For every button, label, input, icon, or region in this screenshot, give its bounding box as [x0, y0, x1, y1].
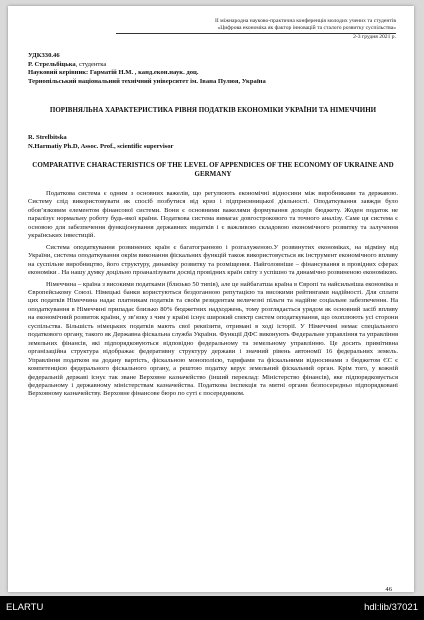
header-date: 2-3 грудня 2021 р.: [353, 34, 396, 41]
article-body: [28, 190, 398, 402]
article-title-en: COMPARATIVE CHARACTERISTICS OF THE LEVEL OF APPENDICES OF THE ECONOMY OF UKRAINE AND GERMANY: [32, 161, 394, 178]
document-page: [8, 6, 414, 592]
handle-id: hdl:lib/37021: [364, 602, 418, 613]
university-name: Тернопільський національний технічний університет ім. Івана Пулюя, Україна: [28, 77, 266, 85]
udc-code: УДК330.46: [28, 52, 60, 59]
article-meta-en: [28, 134, 398, 151]
author-role: , студентка: [75, 60, 107, 68]
author-name: Р. Стрельбіцька: [28, 60, 76, 68]
article-meta: [28, 52, 398, 86]
repository-footer: [0, 596, 424, 620]
body-paragraph-3: Німеччина – країна з високими податками (близько 50 типів), але це найбагатша країна в Європі та найсильніша економіка в Європейському Союзі. Німецькі банки користуються бездоганною репутацією та високими рейтингами надійності. Для сплати цих податків Німеччина надає платникам податків та своїм резидентам величезні пільги та надійне соціальне забезпечення. На оподаткування в Німеччині припадає близько 80% бюджетних надходжень, тому розглядається урядом як основний засіб впливу на економічний розвиток країни, у зв’язку з чим у країні існує широкий спектр систем оподаткування, що охоплюють усі сторони суспільства. Більшість німецьких податків мають свої реквізити, отримані в ході історії. У Німеччині немає спеціального податкового органу, такого як Державна фіскальна служба України. Функції ДФС виконують Федеральне управління та управління земельних фінансів, які підпорядковуються відповідно федеральному та земельному управлінню. Це досить примітивна організаційна структура відображає федеративну структуру держави і значний рівень автономії 16 федеральних земель. Управління податком на додану вартість, фіскальною монополією, тарифами та фіскальними відносинами з бюджетом ЄС є компетенцією федерального фіскального органу, а рештою податку керує земельний фіскальний орган. Крім того, у кожній федеральній державі існує так зване Верховне казначейство (інший переклад: Міністерство фінансів), яке підпорядковується федеральному і державному міністерствам казначейства. Податкова інспекція та митні органи безпосередньо підпорядковані Верховному казначейству. Верховне фінансове бюро по суті є посередником.: [28, 280, 398, 398]
supervisor-name: Гарматій Н.М. , канд.екон.наук. доц.: [88, 69, 199, 77]
header-line-1: ІІ міжнародна науково-практична конференція молодих учених та студентів: [214, 18, 396, 24]
article-title-uk: ПОРІВНЯЛЬНА ХАРАКТЕРИСТИКА РІВНЯ ПОДАТКІВ ЕКОНОМІКИ УКРАЇНИ ТА НІМЕЧЧИНИ: [49, 106, 377, 114]
body-paragraph-2: Система оподаткування розвинених країн є багатогранною і розгалуженою.У розвинутих економіках, на відміну від України, система оподаткування окрім виконання фіскальних функцій також використовується як інструмент економічного впливу на суспільне виробництво, його структуру, динаміку розвитку та розміщення. Найголовніше – фінансування в провідних сферах економіки . На нашу думку доцільно проаналізувати досвід провідних країн світу з успішно та динамічно розвиненою економікою.: [28, 243, 398, 277]
conference-header: [116, 18, 396, 42]
supervisor-en: N.Harmatiy Ph.D, Assoc. Prof., scientific supervisor: [28, 142, 174, 150]
header-line-2: «Цифрова економіка як фактор інновацій та сталого розвитку суспільства»: [116, 25, 396, 34]
supervisor-label: Науковий керівник:: [28, 69, 89, 77]
repository-name: ELARTU: [6, 602, 44, 613]
author-name-en: R. Strelbitska: [28, 134, 67, 141]
page-number: 46: [385, 586, 392, 593]
body-paragraph-1: Податкова система є одним з основних важелів, що регулюють економічні відносини між виробниками та державою. Систему слід використовувати як спосіб позбутися від криз і підприємницької діяльності. Оподаткування завжди було обов’язковим елементом фінансової системи. Вони є основними важелями формування доходів бюджету. Жоден податок не паралізує нормальну роботу будь-якої країни. Податкова система вимагає довгострокового та точного аналізу. Саме ця система є основою для забезпечення функціонування державних видатків і є важливою складовою економічного розвитку та залучення українських інвестицій.: [28, 190, 398, 240]
